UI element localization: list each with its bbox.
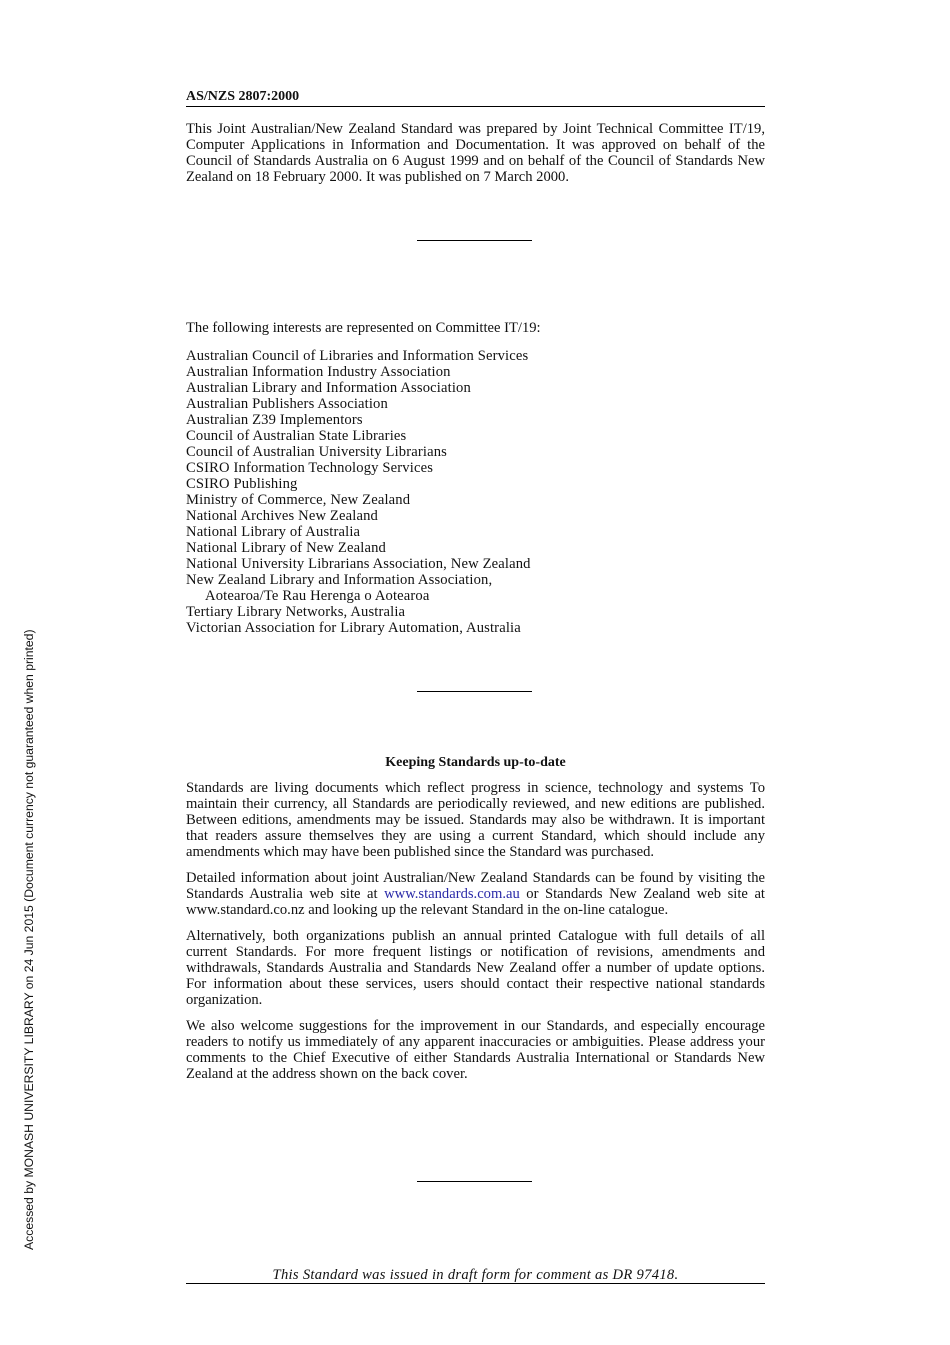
member-item: CSIRO Information Technology Services <box>186 460 434 476</box>
paragraph-catalogue: Alternatively, both organizations publish an annual printed Catalogue with full details of all current Standards. For more frequent listings or notification of revisions, amendments and withdrawals, Standards Australia and Standards New Zealand offer a number of update options. For information about these services, users should contact their respective national standards organization. <box>186 928 765 1008</box>
member-item: Tertiary Library Networks, Australia <box>186 604 406 620</box>
paragraph-detailed-information <box>186 870 765 918</box>
paragraph-suggestions: We also welcome suggestions for the improvement in our Standards, and especially encourage readers to notify us immediately of any apparent inaccuracies or ambiguities. Please address your comments to the Chief Executive of either Standards Australia International or Standards New Zealand at the address shown on the back cover. <box>186 1018 765 1082</box>
member-item: New Zealand Library and Information Association, <box>186 572 493 588</box>
member-item: CSIRO Publishing <box>186 476 298 492</box>
member-item: National Library of Australia <box>186 524 361 540</box>
section-divider <box>417 691 532 692</box>
section-divider <box>417 240 532 241</box>
standards-website-link[interactable]: www.standards.com.au <box>384 886 520 902</box>
keeping-up-to-date-heading: Keeping Standards up-to-date <box>385 755 566 770</box>
draft-issue-note: This Standard was issued in draft form for comment as DR 97418. <box>186 1267 765 1284</box>
member-item: National Archives New Zealand <box>186 508 378 524</box>
member-item: Australian Z39 Implementors <box>186 412 363 428</box>
paragraph-living-documents: Standards are living documents which reflect progress in science, technology and systems To maintain their currency, all Standards are periodically reviewed, and new editions are published. Between editions, amendments may be issued. Standards may also be withdrawn. It is important that readers assure themselves they are using a current Standard, which should include any amendments which may have been published since the Standard was purchased. <box>186 780 765 860</box>
standard-number-header: AS/NZS 2807:2000 <box>186 89 765 107</box>
access-watermark: Accessed by MONASH UNIVERSITY LIBRARY on 24 Jun 2015 (Document currency not guaranteed when printed) <box>22 629 36 1250</box>
section-divider <box>417 1181 532 1182</box>
member-item: Australian Information Industry Association <box>186 364 451 380</box>
member-item: Australian Council of Libraries and Information Services <box>186 348 529 364</box>
committee-members-list <box>186 348 765 636</box>
member-item: Council of Australian State Libraries <box>186 428 407 444</box>
member-item: National Library of New Zealand <box>186 540 386 556</box>
interests-intro: The following interests are represented on Committee IT/19: <box>186 320 541 336</box>
preparation-statement: This Joint Australian/New Zealand Standard was prepared by Joint Technical Committee IT/19, Computer Applications in Information and Documentation. It was approved on behalf of the Council of Standards Australia on 6 August 1999 and on behalf of the Council of Standards New Zealand on 18 February 2000. It was published on 7 March 2000. <box>186 121 765 185</box>
member-item: Australian Publishers Association <box>186 396 388 412</box>
member-item: Victorian Association for Library Automation, Australia <box>186 620 521 636</box>
keeping-up-to-date-section <box>186 780 765 1092</box>
member-item: Ministry of Commerce, New Zealand <box>186 492 411 508</box>
paragraph-text: Detailed information about joint Australian/New Zealand Standards can be found by visiting the Standards Australia web site at <box>186 870 765 902</box>
member-item: Council of Australian University Librarians <box>186 444 447 460</box>
member-item: Australian Library and Information Association <box>186 380 471 396</box>
paragraph-text: or Standards New Zealand web site at www.standard.co.nz and looking up the relevant Standard in the on-line catalogue. <box>186 886 765 918</box>
member-item: National University Librarians Association, New Zealand <box>186 556 531 572</box>
member-item-continuation: Aotearoa/Te Rau Herenga o Aotearoa <box>205 588 430 604</box>
